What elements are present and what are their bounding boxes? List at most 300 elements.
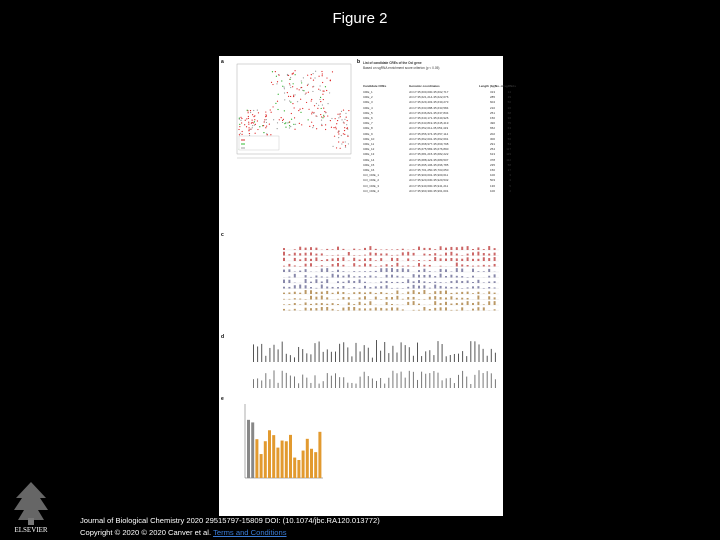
track-signal [429, 282, 431, 283]
col-length: Length (bp) [479, 84, 496, 88]
scatter-point [343, 133, 344, 134]
track-signal [321, 307, 323, 310]
track-signal [456, 310, 458, 311]
table-cell: chr17:35,675,583-35,676,890 [409, 147, 449, 152]
table-cell: chr17:35,920,030-35,920,532 [409, 178, 449, 183]
track-signal [413, 285, 415, 289]
track-signal [477, 307, 479, 310]
track-signal [348, 275, 350, 278]
scatter-point [266, 133, 267, 134]
spike [306, 378, 307, 388]
spike [429, 350, 430, 362]
track-signal [402, 266, 404, 267]
track-signal [369, 264, 371, 266]
scatter-point [306, 92, 307, 93]
spike [286, 373, 287, 388]
track-signal [418, 286, 420, 289]
track-signal [402, 252, 404, 255]
spike [417, 343, 418, 362]
scatter-point [241, 122, 242, 123]
scatter-point [271, 82, 272, 83]
scatter-point [248, 130, 249, 131]
track-signal [294, 249, 296, 250]
track-signal [332, 249, 334, 250]
scatter-point [281, 117, 282, 118]
track-signal [396, 282, 398, 283]
scatter-point [239, 118, 240, 119]
track-signal [315, 292, 317, 294]
track-signal [413, 274, 415, 277]
track-signal [472, 282, 474, 283]
track-signal [375, 276, 377, 277]
spike [360, 377, 361, 388]
scatter-point [343, 122, 344, 123]
track-signal [288, 269, 290, 272]
panel-d-letter: d [221, 334, 225, 340]
table-cell: chr17:35,629,403-35,630,273 [409, 100, 449, 105]
track-signal [283, 309, 285, 311]
spike [356, 384, 357, 388]
scatter-point [317, 108, 318, 109]
spike [384, 342, 385, 362]
scatter-point [294, 107, 295, 108]
track-signal [288, 292, 290, 294]
scatter-point [291, 113, 292, 114]
spike [446, 356, 447, 362]
table-title: List of candidate CREs of the Ocl gene [363, 61, 422, 65]
scatter-point [266, 119, 267, 120]
scatter-point [332, 146, 333, 147]
spike [323, 352, 324, 362]
track-signal [440, 269, 442, 272]
table-header [363, 84, 516, 89]
track-signal [472, 269, 474, 272]
table-cell: Ctrl_CRE_4 [363, 188, 380, 193]
track-signal [364, 248, 366, 250]
track-signal [342, 271, 344, 272]
spike [433, 371, 434, 388]
spike [405, 378, 406, 388]
spike [315, 343, 316, 362]
track-signal [396, 290, 398, 294]
scatter-point [246, 126, 247, 127]
track-signal [434, 285, 436, 289]
spike [438, 341, 439, 362]
track-signal [375, 293, 377, 294]
scatter-point [277, 128, 278, 129]
scatter-point [331, 118, 332, 119]
track-signal [380, 282, 382, 283]
scatter-point [272, 84, 273, 85]
spike [409, 371, 410, 388]
scatter-point [289, 125, 290, 126]
track-signal [305, 269, 307, 272]
track-signal [450, 293, 452, 294]
track-signal [375, 271, 377, 272]
track-signal [332, 274, 334, 278]
track-signal [353, 249, 355, 250]
spike [438, 373, 439, 388]
track-signal [483, 257, 485, 261]
scatter-point [294, 70, 295, 71]
scatter-point [265, 111, 266, 112]
spike [454, 354, 455, 362]
scatter-point [284, 88, 285, 89]
table-cell: CRE_9 [363, 131, 373, 136]
track-signal [305, 253, 307, 256]
scatter-point [313, 113, 314, 114]
track-signal [407, 252, 409, 256]
track-signal [494, 297, 496, 299]
panel-e-letter: e [221, 396, 224, 402]
table-cell: chr17:35,633,088-35,633,584 [409, 105, 449, 110]
track-signal [359, 288, 361, 289]
table-cell: 54 [507, 142, 511, 146]
track-signal [488, 246, 490, 250]
scatter-point [307, 75, 308, 76]
scatter-point [273, 119, 274, 120]
track-signal [456, 298, 458, 300]
scatter-point [278, 74, 279, 75]
spike [257, 378, 258, 388]
terms-link[interactable]: Terms and Conditions [213, 528, 287, 537]
spike [392, 371, 393, 388]
scatter-point [245, 120, 246, 121]
scatter-point [264, 119, 265, 120]
track-signal [445, 298, 447, 300]
track-signal [364, 263, 366, 266]
track-signal [310, 308, 312, 310]
track-signal [380, 292, 382, 294]
scatter-point [252, 127, 253, 128]
scatter-point [312, 127, 313, 128]
track-signal [369, 258, 371, 261]
track-signal [467, 298, 469, 300]
table-cell: 5 [509, 183, 511, 188]
track-signal [494, 253, 496, 256]
track-signal [488, 282, 490, 283]
scatter-point [246, 118, 247, 119]
scatter-point [320, 101, 321, 102]
track-signal [283, 293, 285, 294]
track-signal [364, 271, 366, 272]
scatter-point [248, 122, 249, 123]
scatter-point [293, 83, 294, 84]
track-signal [359, 260, 361, 261]
table-cell: 251 [489, 110, 495, 115]
track-signal [288, 277, 290, 278]
track-signal [477, 286, 479, 288]
bar [272, 435, 275, 478]
scatter-point [282, 86, 283, 87]
scatter-point [310, 78, 311, 79]
journal-citation: Journal of Biological Chemistry 2020 29515797-15809 DOI: (10.1074/jbc.RA120.013772) [80, 516, 380, 525]
track-signal [337, 304, 339, 305]
spike [454, 383, 455, 388]
track-signal [477, 247, 479, 250]
spike [364, 345, 365, 362]
track-signal [483, 307, 485, 310]
track-signal [359, 297, 361, 299]
scatter-point [325, 129, 326, 130]
track-signal [283, 270, 285, 272]
scatter-point [265, 127, 266, 128]
scatter-point [330, 120, 331, 121]
scatter-point [301, 80, 302, 81]
track-signal [364, 308, 366, 310]
track-signal [310, 252, 312, 255]
scatter-point [311, 74, 312, 75]
spike [335, 373, 336, 388]
scatter-point [326, 77, 327, 78]
table-cell: CRE_4 [363, 105, 373, 110]
scatter-point [307, 85, 308, 86]
track-signal [396, 263, 398, 267]
track-signal [423, 307, 425, 310]
track-signal [369, 276, 371, 278]
scatter-point [323, 116, 324, 117]
scatter-point [265, 114, 266, 115]
track-signal [456, 263, 458, 267]
bar [260, 454, 263, 478]
track-signal [294, 292, 296, 294]
spike [458, 375, 459, 388]
scatter-point [332, 71, 333, 72]
scatter-point [345, 141, 346, 142]
spike [442, 380, 443, 388]
bar [255, 439, 258, 478]
scatter-point [284, 92, 285, 93]
scatter-point [299, 123, 300, 124]
scatter-point [250, 112, 251, 113]
spike [335, 352, 336, 362]
spike [491, 349, 492, 362]
track-signal [445, 291, 447, 294]
scatter-point [287, 92, 288, 93]
table-cell: 17 [507, 168, 511, 172]
spike [274, 345, 275, 362]
scatter-point [272, 71, 273, 72]
track-signal [288, 287, 290, 289]
scatter-point [344, 119, 345, 120]
table-cell: chr17:35,652,011-35,653,419 [409, 126, 449, 131]
track-signal [364, 282, 366, 283]
panel-b-letter: b [357, 59, 361, 65]
track-signal [483, 304, 485, 305]
scatter-point [264, 121, 265, 122]
spike [388, 353, 389, 362]
track-signal [348, 252, 350, 256]
scatter-point [269, 124, 270, 125]
track-signal [434, 257, 436, 261]
track-signal [391, 258, 393, 261]
track-signal [472, 286, 474, 288]
spike [380, 378, 381, 388]
track-signal [477, 252, 479, 256]
scatter-point [313, 80, 314, 81]
scatter-point [241, 118, 242, 119]
scatter-point [241, 134, 242, 135]
track-signal [413, 301, 415, 305]
track-signal [418, 270, 420, 272]
scatter-point [308, 84, 309, 85]
scatter-point [290, 84, 291, 85]
track-signal [461, 276, 463, 277]
scatter-point [287, 74, 288, 75]
spike [380, 351, 381, 362]
scatter-point [253, 110, 254, 111]
track-signal [353, 276, 355, 277]
scatter-point [338, 141, 339, 142]
scatter-point [315, 71, 316, 72]
table-cell: 490 [489, 121, 495, 126]
track-signal [429, 297, 431, 300]
track-signal [450, 310, 452, 311]
spike [487, 371, 488, 388]
track-signal [305, 290, 307, 294]
scatter-point [301, 124, 302, 125]
spike [278, 349, 279, 362]
track-signal [418, 247, 420, 250]
track-signal [305, 275, 307, 277]
spike [397, 353, 398, 362]
track-signal [353, 255, 355, 256]
track-signal [342, 276, 344, 278]
scatter-point [285, 122, 286, 123]
scatter-point [284, 99, 285, 100]
scatter-point [248, 112, 249, 113]
spike [470, 341, 471, 362]
track-signal [423, 299, 425, 300]
scatter-point [346, 117, 347, 118]
track-signal [369, 246, 371, 250]
scatter-point [289, 83, 290, 84]
scatter-point [311, 100, 312, 101]
spike [269, 348, 270, 362]
scatter-point [302, 108, 303, 109]
scatter-point [258, 112, 259, 113]
scatter-point [295, 124, 296, 125]
track-signal [472, 276, 474, 278]
track-signal [440, 266, 442, 267]
track-signal [467, 246, 469, 250]
logo-text: ELSEVIER [14, 526, 48, 534]
spike [470, 384, 471, 388]
table-cell: 291 [489, 142, 495, 146]
track-signal [434, 276, 436, 277]
track-signal [477, 266, 479, 267]
track-signal [429, 275, 431, 278]
track-signal [386, 281, 388, 283]
table-cell: 604 [489, 100, 495, 105]
spike [397, 373, 398, 388]
spike [261, 380, 262, 388]
table-cell: 14 [507, 90, 511, 94]
table-cell: CRE_10 [363, 136, 375, 141]
scatter-point [250, 129, 251, 130]
track-signal [391, 288, 393, 289]
track-signal [299, 259, 301, 261]
spike [274, 370, 275, 388]
scatter-point [255, 124, 256, 125]
scatter-point [254, 115, 255, 116]
scatter-point [303, 90, 304, 91]
track-signal [461, 259, 463, 261]
spike [323, 381, 324, 388]
scatter-point [289, 121, 290, 122]
track-signal [364, 293, 366, 294]
scatter-point [244, 124, 245, 125]
table-cell: 19 [507, 95, 511, 100]
track-signal [450, 287, 452, 288]
table-cell: 300 [489, 136, 495, 141]
scatter-point [321, 71, 322, 72]
spike [491, 373, 492, 388]
spike [401, 372, 402, 388]
scatter-point [340, 148, 341, 149]
bar [264, 441, 267, 478]
table-cell: CRE_14 [363, 157, 375, 162]
track-signal [407, 297, 409, 299]
track-signal [402, 268, 404, 272]
scatter-point [289, 100, 290, 101]
track-signal [445, 253, 447, 256]
track-signal [359, 302, 361, 305]
track-signal [337, 299, 339, 300]
track-signal [396, 255, 398, 256]
track-signal [375, 297, 377, 300]
track-signal [305, 302, 307, 305]
track-signal [305, 264, 307, 267]
table-cell: 50 [507, 100, 511, 105]
spike [376, 340, 377, 362]
track-signal [288, 254, 290, 255]
track-signal [294, 258, 296, 261]
track-signal [391, 297, 393, 299]
scatter-point [343, 109, 344, 110]
scatter-point [290, 79, 291, 80]
track-signal [353, 307, 355, 310]
scatter-point [266, 122, 267, 123]
table-cell: 3 [509, 178, 511, 183]
bar [268, 430, 271, 478]
track-signal [440, 274, 442, 278]
track-signal [413, 297, 415, 300]
track-signal [494, 274, 496, 277]
track-signal [386, 249, 388, 250]
table-cell: chr17:35,701,250-35,703,050 [409, 168, 449, 172]
track-signal [342, 286, 344, 288]
track-signal [386, 268, 388, 272]
track-signal [423, 275, 425, 278]
track-signal [440, 307, 442, 310]
track-signal [472, 293, 474, 294]
spike [294, 376, 295, 388]
track-signal [294, 274, 296, 278]
scatter-point [311, 99, 312, 100]
track-signal [461, 269, 463, 272]
spike [462, 371, 463, 388]
track-signal [407, 279, 409, 283]
track-signal [461, 292, 463, 294]
table-cell: chr17:35,662,001-35,662,691 [409, 136, 449, 141]
track-signal [310, 296, 312, 300]
track-signal [450, 304, 452, 305]
col-cre: Candidate CREs [363, 84, 387, 88]
track-signal [488, 296, 490, 299]
track-signal [391, 275, 393, 278]
track-signal [391, 307, 393, 310]
